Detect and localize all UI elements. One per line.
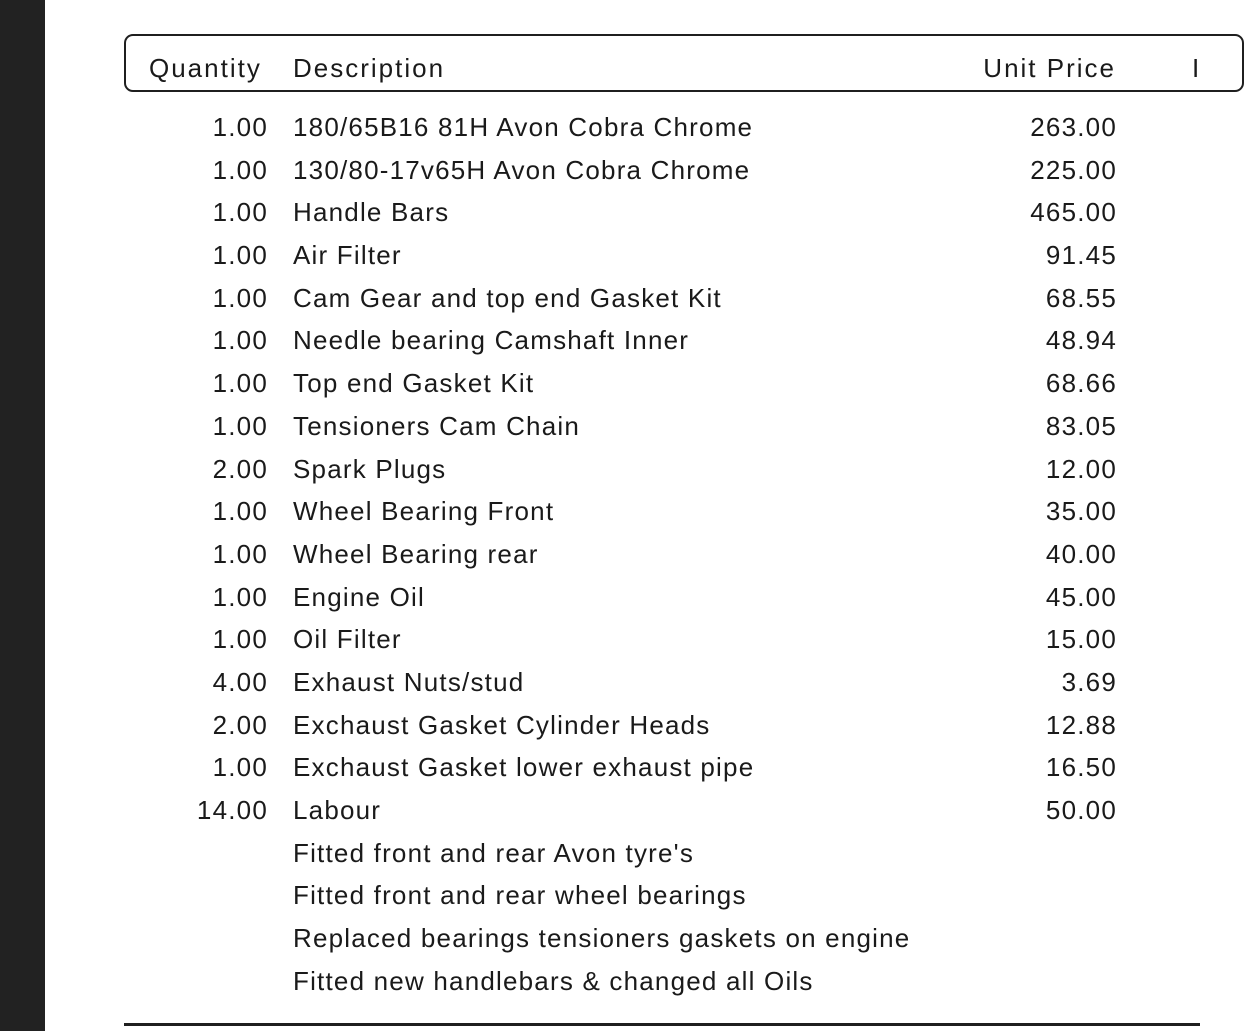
item-unit-price: 225.00 xyxy=(1030,154,1117,185)
item-description: 180/65B16 81H Avon Cobra Chrome xyxy=(293,112,754,142)
table-row xyxy=(0,533,1200,576)
table-row xyxy=(0,106,1200,149)
table-row xyxy=(0,746,1200,789)
item-unit-price: 45.00 xyxy=(1045,581,1117,612)
item-unit-price: 83.05 xyxy=(1045,410,1117,441)
item-unit-price: 16.50 xyxy=(1045,752,1117,783)
item-description: 130/80-17v65H Avon Cobra Chrome xyxy=(293,154,751,185)
table-row xyxy=(0,661,1200,704)
table-row xyxy=(0,234,1200,277)
item-quantity: 2.00 xyxy=(212,453,268,484)
item-quantity: 1.00 xyxy=(212,410,268,441)
item-description: Fitted front and rear wheel bearings xyxy=(293,880,747,911)
item-description: Fitted new handlebars & changed all Oils xyxy=(293,965,814,996)
item-description: Oil Filter xyxy=(293,624,402,655)
item-description: Exchaust Gasket Cylinder Heads xyxy=(293,709,711,740)
item-unit-price: 48.94 xyxy=(1045,325,1117,356)
item-quantity: 14.00 xyxy=(196,795,268,825)
item-description: Top end Gasket Kit xyxy=(293,368,535,399)
item-quantity: 1.00 xyxy=(212,624,268,655)
item-unit-price: 12.00 xyxy=(1045,453,1117,484)
item-description: Spark Plugs xyxy=(293,453,447,484)
item-unit-price: 35.00 xyxy=(1045,496,1117,527)
item-description: Needle bearing Camshaft Inner xyxy=(293,325,690,356)
item-unit-price: 40.00 xyxy=(1045,538,1117,569)
item-unit-price: 68.55 xyxy=(1045,282,1117,313)
table-row xyxy=(0,277,1200,320)
table-row xyxy=(0,405,1200,448)
item-quantity: 1.00 xyxy=(212,282,268,313)
table-row xyxy=(0,789,1200,832)
table-row xyxy=(0,490,1200,533)
item-description: Engine Oil xyxy=(293,581,425,612)
item-quantity: 1.00 xyxy=(212,240,268,271)
item-description: Air Filter xyxy=(293,240,402,271)
item-description: Exchaust Gasket lower exhaust pipe xyxy=(293,752,755,783)
table-row xyxy=(0,960,1200,1003)
item-quantity: 1.00 xyxy=(212,496,268,527)
table-row xyxy=(0,576,1200,619)
line-items xyxy=(0,106,1200,1002)
table-row xyxy=(0,874,1200,917)
header-quantity: Quantity xyxy=(149,53,262,83)
item-description: Labour xyxy=(293,795,382,825)
item-description: Fitted front and rear Avon tyre's xyxy=(293,837,695,868)
item-quantity: 1.00 xyxy=(212,581,268,612)
item-unit-price: 50.00 xyxy=(1045,795,1117,825)
item-quantity: 1.00 xyxy=(212,538,268,569)
item-quantity: 1.00 xyxy=(212,154,268,185)
header-unit-price: Unit Price xyxy=(983,53,1116,83)
item-description: Tensioners Cam Chain xyxy=(293,410,581,441)
item-description: Handle Bars xyxy=(293,197,450,228)
item-quantity: 1.00 xyxy=(212,197,268,228)
item-quantity: 1.00 xyxy=(212,112,268,142)
item-unit-price: 263.00 xyxy=(1030,112,1117,142)
table-row xyxy=(0,319,1200,362)
header-next-column: I xyxy=(1192,53,1202,83)
item-quantity: 1.00 xyxy=(212,325,268,356)
table-row xyxy=(0,704,1200,747)
item-unit-price: 68.66 xyxy=(1045,368,1117,399)
table-row xyxy=(0,618,1200,661)
item-description: Replaced bearings tensioners gaskets on engine xyxy=(293,923,911,954)
item-unit-price: 3.69 xyxy=(1061,666,1117,697)
item-description: Wheel Bearing rear xyxy=(293,538,539,569)
item-quantity: 1.00 xyxy=(212,368,268,399)
bottom-rule xyxy=(124,1023,1200,1026)
item-description: Cam Gear and top end Gasket Kit xyxy=(293,282,722,313)
item-unit-price: 15.00 xyxy=(1045,624,1117,655)
table-row xyxy=(0,149,1200,192)
table-row xyxy=(0,832,1200,875)
item-quantity: 4.00 xyxy=(212,666,268,697)
item-unit-price: 12.88 xyxy=(1045,709,1117,740)
table-row xyxy=(0,917,1200,960)
header-description: Description xyxy=(293,53,446,83)
table-row xyxy=(0,448,1200,491)
item-description: Exhaust Nuts/stud xyxy=(293,666,525,697)
item-quantity: 1.00 xyxy=(212,752,268,783)
item-description: Wheel Bearing Front xyxy=(293,496,555,527)
item-quantity: 2.00 xyxy=(212,709,268,740)
item-unit-price: 465.00 xyxy=(1030,197,1117,228)
table-row xyxy=(0,191,1200,234)
item-unit-price: 91.45 xyxy=(1045,240,1117,271)
table-row xyxy=(0,362,1200,405)
